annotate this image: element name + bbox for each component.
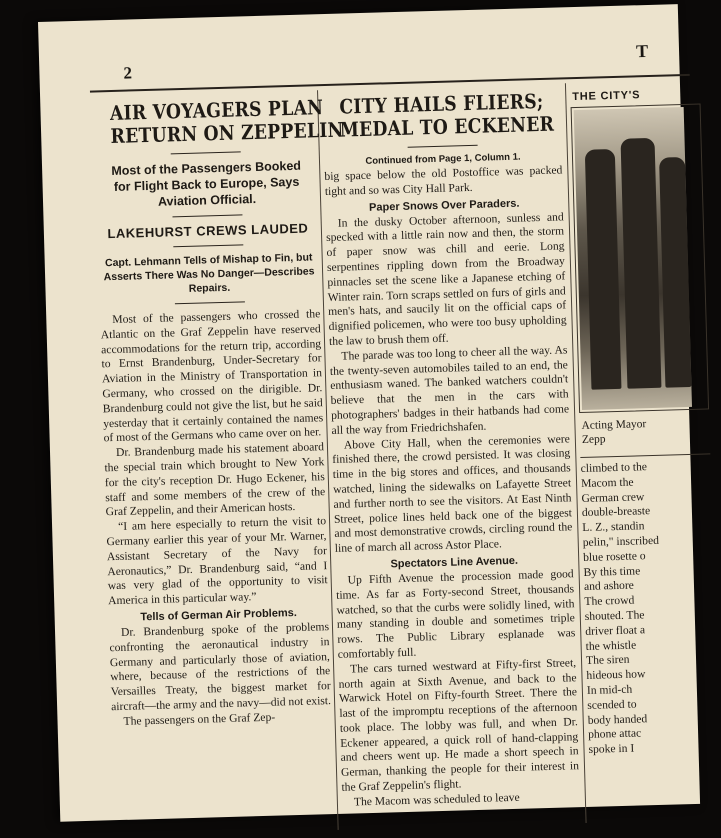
paragraph: Dr. Brandenburg spoke of the problems confronting the aeronautical industry in Germany and particularly those of aviation, where, because of the restrictions of the Versailles Treaty, the biggest market for aircraft—the army and the navy—did not exist.: [109, 620, 332, 714]
text-line: Macom the: [580, 475, 634, 490]
running-head-right: T: [635, 40, 649, 62]
headline-line: MEDAL TO ECKENER: [339, 111, 555, 142]
deck-separator: [175, 301, 245, 304]
column-text: [580, 453, 718, 757]
continued-line: Continued from Page 1, Column 1.: [365, 151, 521, 167]
article-air-voyagers: [94, 90, 344, 729]
headline-line: RETURN ON ZEPPELIN: [110, 117, 344, 149]
text-line: By this time: [583, 563, 641, 579]
paragraph: “I am here especially to return the visit to Germany earlier this year of your Mr. Warner, Assistant Secretary of the Navy for Aeronautics,” Dr. Brandenburg said, “and I was very glad of the opportunity to visit America in this particular way.”: [106, 514, 328, 608]
paragraph: The passengers on the Graf Zep-: [123, 710, 276, 728]
article-city-hails-fliers: [322, 83, 580, 810]
deck-caps: LAKEHURST CREWS LAUDED: [107, 220, 309, 242]
subhead: Spectators Line Avenue.: [390, 554, 519, 571]
text-line: L. Z., standin: [582, 519, 645, 535]
photo-heading: THE CITY'S: [572, 89, 641, 104]
text-line: the whistle: [585, 638, 637, 653]
paragraph: Most of the passengers who crossed the Atlantic on the Graf Zeppelin have reserved accommodations for the return trip, according to Ernst Brandenburg, Under-Secretary for Aviation in the Ministry of Transportation in Germany, who crossed on the dirigible. Dr. Brandenburg could not give the list, but he said yesterday that it certainly contained the names of most of the Germans who came over on her.: [100, 307, 324, 445]
headline-line: CITY HAILS FLIERS;: [339, 88, 544, 119]
deck: Most of the Passengers Booked for Flight Back to Europe, Says Aviation Official.: [111, 158, 302, 209]
text-line: body handed: [587, 711, 648, 727]
photograph: [574, 107, 692, 410]
subhead: Paper Snows Over Paraders.: [368, 197, 520, 214]
deck-separator: [173, 244, 243, 247]
headline-line: AIR VOYAGERS PLAN: [109, 95, 324, 126]
photo-caption: [581, 415, 710, 447]
text-line: In mid-ch: [586, 682, 633, 697]
headline: [109, 95, 344, 149]
photo-column: [570, 80, 719, 758]
photo-figure: [659, 157, 691, 388]
paragraph: Up Fifth Avenue the procession made good time. As far as Forty-second Street, thousands watched, so that the curbs were solidly lined, with many standing in double and sometimes triple rows. The Public Library esplanade was comfortably full.: [335, 567, 576, 661]
deck-separator: [408, 145, 478, 148]
text-line: German crew: [581, 489, 645, 505]
caption-line: Zepp: [581, 433, 606, 446]
headline: [339, 88, 555, 142]
text-line: hideous how: [586, 667, 646, 683]
paragraph: The cars turned westward at Fifty-first Street, north again at Sixth Avenue, and back to the Warwick Hotel on Fifty-fourth Street. There the last of the impromptu receptions of the afternoon took place. The lobby was full, and when Dr. Eckener appeared, a quick roll of hand-clapping and cheers went up. He made a short speech in German, thanking the people for their interest in the Graf Zeppelin's flight.: [338, 655, 580, 794]
text-line: blue rosette o: [582, 549, 646, 564]
paragraph: Dr. Brandenburg made his statement aboard the special train which brought to New York for the city's reception Dr. Hugo Eckener, his staff and some members of the crew of the Graf Zeppelin, and their American hosts.: [104, 440, 326, 519]
caption-line: Acting Mayor: [581, 418, 647, 432]
text-line: spoke in I: [588, 741, 635, 757]
page-number: 2: [123, 63, 133, 83]
lead-paragraph: big space below the old Postoffice was packed tight and so was City Hall Park.: [324, 163, 563, 198]
text-line: shouted. The: [584, 608, 645, 623]
deck-separator: [172, 214, 242, 217]
newspaper-page: [38, 4, 700, 822]
paragraph: In the dusky October afternoon, sunless and specked with a little rain now and then, the storm of paper snow was chill and eerie. Long serpentines rippling down from the Broadway pinnacles set the scene like a Japanese etching of Winter rain. Torn scraps settled on furs of girls and men's hats, and saucily lit on the official caps of dignified policemen, who were too busy upholding the law to brush them off.: [325, 209, 567, 348]
text-line: scended to: [587, 697, 637, 712]
text-line: climbed to the: [580, 460, 648, 476]
text-line: pelin," inscribed: [582, 533, 660, 549]
text-line: The crowd: [584, 593, 635, 609]
paragraph: The Macom was scheduled to leave: [353, 790, 520, 809]
photo-figure: [585, 149, 622, 390]
subhead: Tells of German Air Problems.: [140, 606, 298, 624]
deck-small: Capt. Lehmann Tells of Mishap to Fin, but Asserts There Was No Danger—Describes Repairs.: [103, 251, 315, 295]
text-line: phone attac: [587, 726, 642, 742]
text-line: double-breaste: [581, 504, 651, 520]
text-line: driver float a: [585, 623, 646, 638]
photo-frame: [571, 104, 709, 414]
paragraph: Above City Hall, when the ceremonies were finished there, the crowd persisted. It was closing time in the big stores and offices, and thousands watched, lining the sidewalks on Lafayette Street and further north to see the visitors. At East Ninth Street, police lines held back one of the biggest and most demonstrative crowds, circling round the line of march all across Astor Place.: [332, 431, 573, 556]
paragraph: The parade was too long to cheer all the way. As the twenty-seven automobiles tailed to an end, the enthusiasm waned. The banked watchers couldn't believe that the men in the cars with photographers' badges in their hatbands had come all the way from Friedrichshafen.: [329, 343, 570, 437]
text-line: and ashore: [583, 578, 635, 594]
photo-figure: [620, 138, 661, 389]
deck-separator: [171, 151, 241, 154]
text-line: The siren: [585, 653, 630, 668]
